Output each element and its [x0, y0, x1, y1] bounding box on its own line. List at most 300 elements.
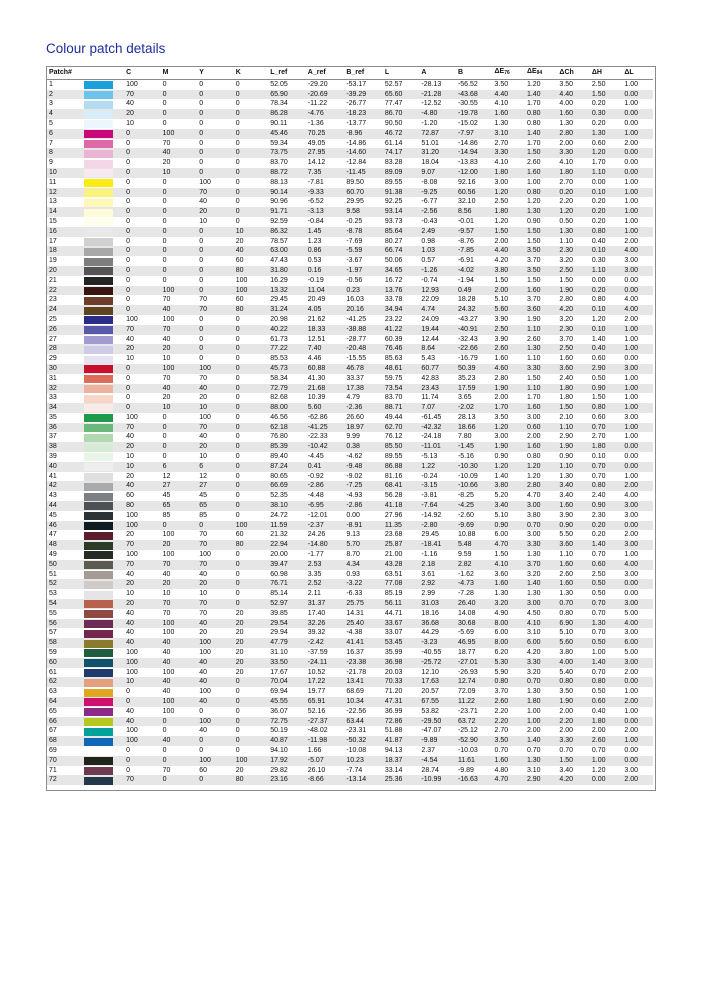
table-cell: 4.20	[494, 257, 509, 265]
table-cell: 0	[235, 110, 240, 118]
table-cell: 2.60	[526, 159, 541, 167]
table-cell: 20.03	[384, 668, 403, 676]
table-cell: 46.72	[384, 129, 403, 137]
table-cell: 0	[162, 80, 167, 88]
patch-number-cell: 60	[49, 658, 57, 666]
table-cell: 80	[235, 306, 244, 314]
table-cell: 3.61	[421, 570, 436, 578]
table-cell: 40	[126, 570, 134, 578]
patch-number-cell: 20	[49, 266, 57, 274]
table-cell: 3.00	[494, 433, 509, 441]
table-cell: -5.13	[421, 453, 438, 461]
table-cell: 3.70	[526, 296, 541, 304]
table-cell: 3.10	[494, 129, 509, 137]
patch-number-cell: 61	[49, 668, 57, 676]
table-cell: 1.80	[559, 168, 574, 176]
table-cell: 0.90	[591, 502, 606, 510]
table-cell: 0.70	[591, 609, 606, 617]
colour-swatch	[84, 365, 113, 373]
table-cell: 1.70	[526, 139, 541, 147]
table-cell: 46.56	[270, 413, 288, 421]
table-cell: 18.66	[457, 423, 476, 431]
table-cell: 3.35	[307, 570, 322, 578]
table-cell: 4.10	[526, 619, 541, 627]
patch-number-cell: 70	[49, 756, 57, 764]
table-cell: 1.30	[526, 756, 541, 764]
table-cell: 1.00	[624, 472, 638, 480]
table-cell: 73.54	[384, 384, 403, 392]
colour-swatch	[84, 395, 113, 403]
table-cell: 0	[126, 306, 131, 314]
table-cell: 0	[235, 737, 240, 745]
table-cell: 0	[162, 717, 167, 725]
table-cell: -0.84	[307, 217, 324, 225]
table-cell: 3.80	[494, 482, 509, 490]
column-header: $\Delta E_{76}$	[494, 68, 510, 76]
table-cell: -24.11	[307, 658, 328, 666]
table-cell: -8.96	[346, 129, 363, 137]
table-cell: 60	[235, 257, 244, 265]
swatch-cell	[84, 335, 125, 345]
table-cell: 39.47	[270, 560, 288, 568]
table-row	[47, 286, 653, 296]
table-cell: 100	[199, 639, 211, 647]
table-cell: 5.20	[494, 492, 509, 500]
table-cell: 7.07	[421, 404, 436, 412]
table-cell: 9.13	[346, 531, 360, 539]
swatch-cell	[84, 374, 125, 384]
table-cell: 60	[199, 766, 207, 774]
table-cell: 3.30	[559, 737, 574, 745]
table-cell: 0.00	[624, 443, 638, 451]
table-cell: 0	[162, 208, 167, 216]
table-row	[47, 158, 653, 168]
swatch-cell	[84, 530, 125, 540]
table-cell: 0	[126, 188, 131, 196]
swatch-cell	[84, 726, 125, 736]
table-cell: 4.20	[559, 776, 574, 784]
table-cell: -7.69	[346, 237, 363, 245]
table-cell: 5.60	[494, 306, 509, 314]
table-cell: -13.77	[346, 119, 367, 127]
colour-swatch	[84, 463, 113, 471]
table-cell: 100	[199, 649, 211, 657]
table-cell: -2.60	[457, 511, 474, 519]
table-cell: 2.50	[591, 80, 606, 88]
table-cell: -7.81	[307, 178, 324, 186]
table-cell: 0	[235, 443, 240, 451]
colour-swatch	[84, 571, 113, 579]
table-cell: 0	[199, 100, 204, 108]
table-cell: 87.24	[270, 462, 288, 470]
table-cell: 11.74	[421, 394, 439, 402]
table-cell: -5.69	[457, 629, 474, 637]
table-cell: -9.57	[457, 227, 474, 235]
table-header	[47, 67, 653, 79]
table-cell: 3.80	[526, 511, 541, 519]
table-row	[47, 756, 653, 766]
table-cell: 32.10	[457, 198, 476, 206]
table-cell: 44.29	[421, 629, 439, 637]
table-cell: 23.16	[270, 776, 288, 784]
table-cell: 0.70	[591, 600, 606, 608]
table-cell: 85.53	[270, 355, 288, 363]
table-cell: 1.30	[526, 590, 541, 598]
table-cell: 90.14	[270, 188, 288, 196]
swatch-cell	[84, 599, 125, 609]
table-cell: 2.00	[526, 433, 541, 441]
table-cell: 88.71	[384, 404, 403, 412]
table-cell: -8.25	[457, 492, 474, 500]
patch-number-cell: 15	[49, 217, 57, 225]
table-cell: 3.20	[526, 570, 541, 578]
table-cell: 17.38	[346, 384, 364, 392]
swatch-cell	[84, 256, 125, 266]
table-cell: 0.50	[591, 580, 606, 588]
table-cell: -27.37	[307, 717, 328, 725]
table-cell: -28.13	[421, 80, 442, 88]
table-cell: 100	[162, 551, 175, 559]
table-cell: 20	[162, 580, 171, 588]
patch-number-cell: 14	[49, 208, 57, 216]
table-cell: 0	[235, 462, 240, 470]
table-cell: 1.90	[559, 286, 574, 294]
table-cell: 1.00	[624, 217, 638, 225]
table-cell: 20.98	[270, 315, 288, 323]
table-cell: 21.68	[307, 384, 326, 392]
table-cell: -9.69	[457, 521, 474, 529]
table-row	[47, 246, 653, 256]
table-cell: 5.90	[494, 668, 509, 676]
table-cell: 19.44	[421, 325, 439, 333]
table-cell: 0.00	[624, 521, 638, 529]
table-cell: 0.00	[624, 462, 638, 470]
table-cell: 1.90	[559, 443, 574, 451]
patch-number-cell: 42	[49, 482, 57, 490]
table-cell: 66.69	[270, 482, 288, 490]
table-cell: 4.10	[494, 159, 509, 167]
table-cell: 40	[162, 688, 171, 696]
table-cell: -25.12	[457, 727, 478, 735]
table-cell: -3.23	[421, 639, 438, 647]
table-cell: 1.40	[494, 472, 509, 480]
table-cell: -23.38	[346, 658, 367, 666]
table-row	[47, 129, 653, 139]
swatch-cell	[84, 188, 125, 198]
table-cell: 0.80	[526, 453, 541, 461]
table-cell: 40	[199, 198, 207, 206]
table-cell: 69.94	[270, 688, 288, 696]
table-cell: 1.00	[624, 208, 638, 216]
swatch-cell	[84, 99, 125, 109]
table-cell: 53.45	[384, 639, 403, 647]
colour-swatch	[84, 698, 113, 706]
table-cell: 0	[235, 707, 240, 715]
table-cell: 70	[199, 541, 207, 549]
table-cell: 40	[162, 306, 171, 314]
table-cell: 89.50	[346, 178, 364, 186]
patch-table	[47, 67, 653, 785]
colour-swatch	[84, 218, 113, 226]
colour-swatch	[84, 258, 113, 266]
table-cell: 4.40	[494, 90, 509, 98]
table-cell: 0.50	[591, 374, 606, 382]
table-cell: 0	[235, 384, 240, 392]
table-cell: -21.78	[346, 668, 367, 676]
table-cell: 1.00	[526, 178, 541, 186]
table-cell: 0.00	[591, 776, 606, 784]
table-cell: 80	[235, 266, 244, 274]
table-cell: 0.53	[307, 257, 322, 265]
colour-swatch	[84, 483, 113, 491]
table-cell: 1.70	[591, 159, 606, 167]
table-cell: 10.39	[307, 394, 326, 402]
table-cell: 0.80	[591, 678, 606, 686]
table-cell: 1.50	[559, 756, 574, 764]
table-cell: 2.00	[494, 394, 509, 402]
table-cell: 0	[126, 149, 131, 157]
table-cell: 58.34	[270, 374, 288, 382]
table-cell: 0	[235, 600, 240, 608]
table-cell: -14.94	[457, 149, 478, 157]
table-cell: 0.10	[591, 188, 606, 196]
table-cell: -8.78	[346, 227, 363, 235]
table-row	[47, 501, 653, 511]
patch-number-cell: 68	[49, 737, 57, 745]
table-cell: 0.70	[559, 600, 574, 608]
table-cell: 0	[126, 766, 131, 774]
colour-swatch	[84, 453, 113, 461]
table-cell: 1.00	[624, 80, 638, 88]
table-cell: 53.82	[421, 707, 439, 715]
table-row	[47, 148, 653, 158]
table-cell: 14.12	[307, 159, 326, 167]
table-cell: 50.39	[457, 364, 476, 372]
table-row	[47, 197, 653, 207]
colour-swatch	[84, 120, 113, 128]
table-cell: 3.50	[494, 737, 509, 745]
table-row	[47, 374, 653, 384]
table-cell: 1.30	[494, 119, 509, 127]
table-cell: 70	[162, 560, 171, 568]
patch-number-cell: 9	[49, 159, 53, 167]
table-cell: -5.59	[346, 247, 363, 255]
table-row	[47, 344, 653, 354]
swatch-cell	[84, 677, 125, 687]
table-cell: 70	[162, 609, 171, 617]
colour-swatch	[84, 307, 113, 315]
table-cell: 42.83	[421, 374, 439, 382]
table-cell: 0	[126, 296, 131, 304]
table-cell: 0	[235, 129, 240, 137]
colour-swatch	[84, 708, 113, 716]
table-cell: 0	[162, 247, 167, 255]
table-cell: -0.92	[307, 472, 324, 480]
table-cell: 2.00	[624, 315, 638, 323]
table-cell: 40	[199, 570, 207, 578]
table-cell: 5.30	[494, 658, 509, 666]
table-cell: -3.81	[421, 492, 438, 500]
table-cell: 0	[126, 257, 131, 265]
table-cell: -0.74	[421, 276, 438, 284]
table-cell: 41.22	[384, 325, 403, 333]
table-row	[47, 775, 653, 785]
table-cell: 62.70	[384, 423, 403, 431]
swatch-cell	[84, 628, 125, 638]
table-cell: 1.00	[624, 688, 638, 696]
table-cell: 100	[162, 364, 175, 372]
table-cell: 81.16	[384, 472, 403, 480]
table-row	[47, 432, 653, 442]
table-cell: 1.20	[559, 208, 574, 216]
table-cell: 2.40	[559, 374, 574, 382]
table-cell: 4.46	[307, 355, 322, 363]
table-cell: 70.25	[307, 129, 326, 137]
swatch-cell	[84, 442, 125, 452]
table-cell: -2.80	[421, 521, 438, 529]
patch-number-cell: 18	[49, 247, 57, 255]
table-cell: 90.50	[384, 119, 403, 127]
table-cell: 0.80	[591, 227, 606, 235]
table-cell: 22.94	[270, 541, 288, 549]
patch-number-cell: 35	[49, 413, 57, 421]
table-cell: 29.54	[270, 619, 288, 627]
table-cell: 1.50	[494, 227, 509, 235]
table-cell: 65.60	[384, 90, 403, 98]
table-cell: -4.62	[346, 453, 363, 461]
table-cell: 0.86	[307, 247, 322, 255]
colour-swatch	[84, 747, 113, 755]
table-row	[47, 452, 653, 462]
table-cell: 3.00	[624, 600, 638, 608]
table-cell: 60	[126, 492, 134, 500]
table-cell: 86.28	[270, 110, 288, 118]
table-cell: 100	[162, 629, 175, 637]
swatch-cell	[84, 403, 125, 413]
table-cell: 100	[235, 286, 248, 294]
table-cell: 4.20	[559, 306, 574, 314]
table-row	[47, 462, 653, 472]
table-cell: 33.67	[384, 619, 403, 627]
table-cell: -10.03	[457, 746, 478, 754]
table-cell: 0	[235, 149, 240, 157]
table-cell: 50.06	[384, 257, 403, 265]
table-cell: 1.60	[559, 560, 574, 568]
table-cell: 17.40	[307, 609, 326, 617]
table-cell: 1.80	[559, 384, 574, 392]
table-cell: 33.07	[384, 629, 403, 637]
table-cell: -9.25	[421, 188, 438, 196]
patch-number-cell: 64	[49, 698, 57, 705]
table-cell: 31.80	[270, 266, 288, 274]
table-cell: 12	[199, 472, 207, 480]
table-cell: 2.20	[494, 717, 509, 725]
table-row	[47, 707, 653, 717]
patch-number-cell: 7	[49, 139, 53, 147]
table-cell: 0.00	[624, 119, 638, 127]
colour-swatch	[84, 522, 113, 530]
table-cell: 20	[199, 394, 207, 402]
table-cell: -32.43	[457, 335, 478, 343]
table-cell: -15.55	[346, 355, 367, 363]
table-cell: 24.32	[457, 306, 476, 314]
table-cell: 0	[162, 521, 167, 529]
table-cell: 0	[162, 198, 167, 206]
table-cell: 0.10	[591, 306, 606, 314]
swatch-cell	[84, 609, 125, 619]
table-cell: 12	[162, 472, 171, 480]
table-cell: 59.75	[384, 374, 403, 382]
table-cell: 52.35	[270, 492, 288, 500]
table-cell: 0	[235, 502, 240, 510]
table-cell: 2.00	[624, 776, 638, 784]
table-cell: -2.37	[307, 521, 324, 529]
table-cell: 0.20	[591, 531, 606, 539]
patch-number-cell: 47	[49, 531, 57, 539]
table-cell: 0	[162, 776, 167, 784]
table-cell: 0	[199, 119, 204, 127]
table-cell: -26.77	[346, 100, 367, 108]
table-cell: 3.50	[559, 688, 574, 696]
table-cell: 0.00	[624, 168, 638, 176]
table-cell: 1.00	[624, 384, 638, 392]
table-cell: 63.00	[270, 247, 288, 255]
table-cell: 1.20	[526, 80, 541, 88]
table-cell: 0	[199, 335, 204, 343]
table-cell: -39.29	[346, 90, 367, 98]
table-row	[47, 697, 653, 707]
table-cell: 11.04	[307, 286, 325, 294]
table-cell: 70	[126, 776, 134, 784]
table-cell: 72.09	[457, 688, 476, 696]
table-cell: 0	[162, 756, 167, 764]
table-cell: 2.30	[591, 511, 606, 519]
table-cell: 0	[126, 198, 131, 206]
table-cell: 17.67	[270, 668, 288, 676]
colour-swatch	[84, 738, 113, 746]
swatch-cell	[84, 295, 125, 305]
table-cell: 70	[126, 560, 134, 568]
table-cell: 60.77	[421, 364, 439, 372]
table-row	[47, 736, 653, 746]
table-cell: 0	[199, 110, 204, 118]
table-cell: 68.41	[384, 482, 403, 490]
table-cell: 20	[126, 443, 134, 451]
table-cell: 0	[162, 276, 167, 284]
table-cell: 17.59	[457, 384, 476, 392]
table-cell: 0.70	[526, 746, 541, 754]
table-cell: 3.00	[624, 541, 638, 549]
table-cell: 0	[235, 678, 240, 686]
table-cell: 0.20	[591, 521, 606, 529]
table-row	[47, 658, 653, 668]
table-cell: 0	[126, 129, 131, 137]
table-cell: 0.90	[494, 453, 509, 461]
swatch-cell	[84, 237, 125, 247]
table-row	[47, 99, 653, 109]
table-row	[47, 227, 653, 237]
table-cell: 5.43	[421, 355, 436, 363]
table-cell: 92.25	[384, 198, 403, 206]
table-cell: 4.50	[526, 609, 541, 617]
table-row	[47, 207, 653, 217]
table-cell: 45.73	[270, 364, 288, 372]
table-cell: 89.09	[384, 168, 403, 176]
table-cell: 31.20	[421, 149, 439, 157]
table-cell: 0.57	[421, 257, 436, 265]
table-cell: 3.80	[559, 649, 574, 657]
table-cell: -40.91	[457, 325, 478, 333]
